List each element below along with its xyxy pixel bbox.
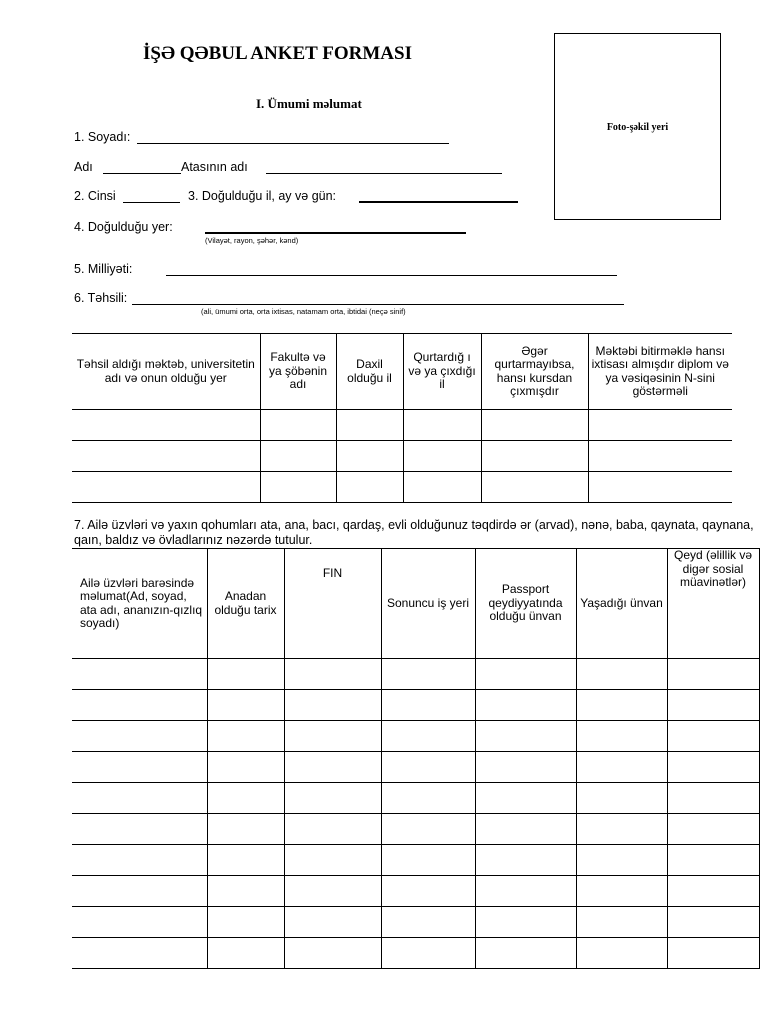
family-header-birth-date: Anadan olduğu tarix [207,549,284,659]
nationality-label: 5. Milliyəti: [74,262,133,276]
photo-label: Foto-şəkil yeri [606,122,669,133]
table-row [72,441,732,472]
section-title: I. Ümumi məlumat [256,96,362,111]
edu-header-entry-year: Daxil olduğu il [336,334,403,410]
family-header-fin: FIN [284,549,381,659]
table-row [72,659,759,690]
birth-place-field[interactable] [205,232,466,234]
table-row [72,845,759,876]
name-label: Adı [74,160,93,174]
table-row [72,752,759,783]
family-table [72,548,760,969]
birth-place-hint: (Vilayət, rayon, şəhər, kənd) [205,236,299,245]
gender-label: 2. Cinsi [74,189,116,203]
table-row [72,690,759,721]
table-row [72,938,759,969]
nationality-field[interactable] [166,275,617,276]
family-header-member: Ailə üzvləri barəsində məlumat(Ad, soyad, ata adı, ananızın-qızlıq soyadı) [72,549,207,659]
family-header-workplace: Sonuncu iş yeri [381,549,475,659]
photo-placeholder [554,33,721,220]
family-header-note: Qeyd (əlillik və digər sosial müavinətlər) [667,549,759,659]
name-field[interactable] [103,173,181,174]
family-header-passport-address: Passport qeydiyyatında olduğu ünvan [475,549,576,659]
table-row [72,410,732,441]
edu-header-end-year: Qurtardığ ı və ya çıxdığı il [403,334,481,410]
table-row [72,783,759,814]
birth-date-label: 3. Doğulduğu il, ay və gün: [188,189,337,203]
edu-header-school: Təhsil aldığı məktəb, universitetin adı və onun olduğu yer [72,334,260,410]
table-row [72,907,759,938]
edu-header-left-course: Əgər qurtarmayıbsa, hansı kursdan çıxmışdır [481,334,588,410]
table-row [72,472,732,503]
father-name-label: Atasının adı [181,160,248,174]
edu-header-faculty: Fakultə və ya şöbənin adı [260,334,336,410]
surname-field[interactable] [137,143,449,144]
family-header-residence: Yaşadığı ünvan [576,549,667,659]
education-table [72,333,732,503]
birth-place-label: 4. Doğulduğu yer: [74,220,173,234]
education-label: 6. Təhsili: [74,291,128,305]
birth-date-field[interactable] [359,201,518,203]
education-field[interactable] [132,304,624,305]
table-row [72,876,759,907]
surname-label: 1. Soyadı: [74,130,131,144]
father-name-field[interactable] [266,173,502,174]
family-intro: 7. Ailə üzvləri və yaxın qohumları ata, ana, bacı, qardaş, evli olduğunuz təqdirdə ər (arvad), nənə, baba, qaynata, qaynana, qaın, baldız və övladlarınız nəzərdə tutulur. [74,518,754,547]
table-row [72,721,759,752]
gender-field[interactable] [123,202,180,203]
education-hint: (ali, ümumi orta, orta ixtisas, natamam orta, ibtidai (neçə sinif) [201,307,406,316]
form-title: İŞƏ QƏBUL ANKET FORMASI [143,43,412,64]
edu-header-diploma: Məktəbi bitirməklə hansı ixtisası almışdır diplom və ya vəsiqəsinin N-sini göstərməli [588,334,732,410]
table-row [72,814,759,845]
